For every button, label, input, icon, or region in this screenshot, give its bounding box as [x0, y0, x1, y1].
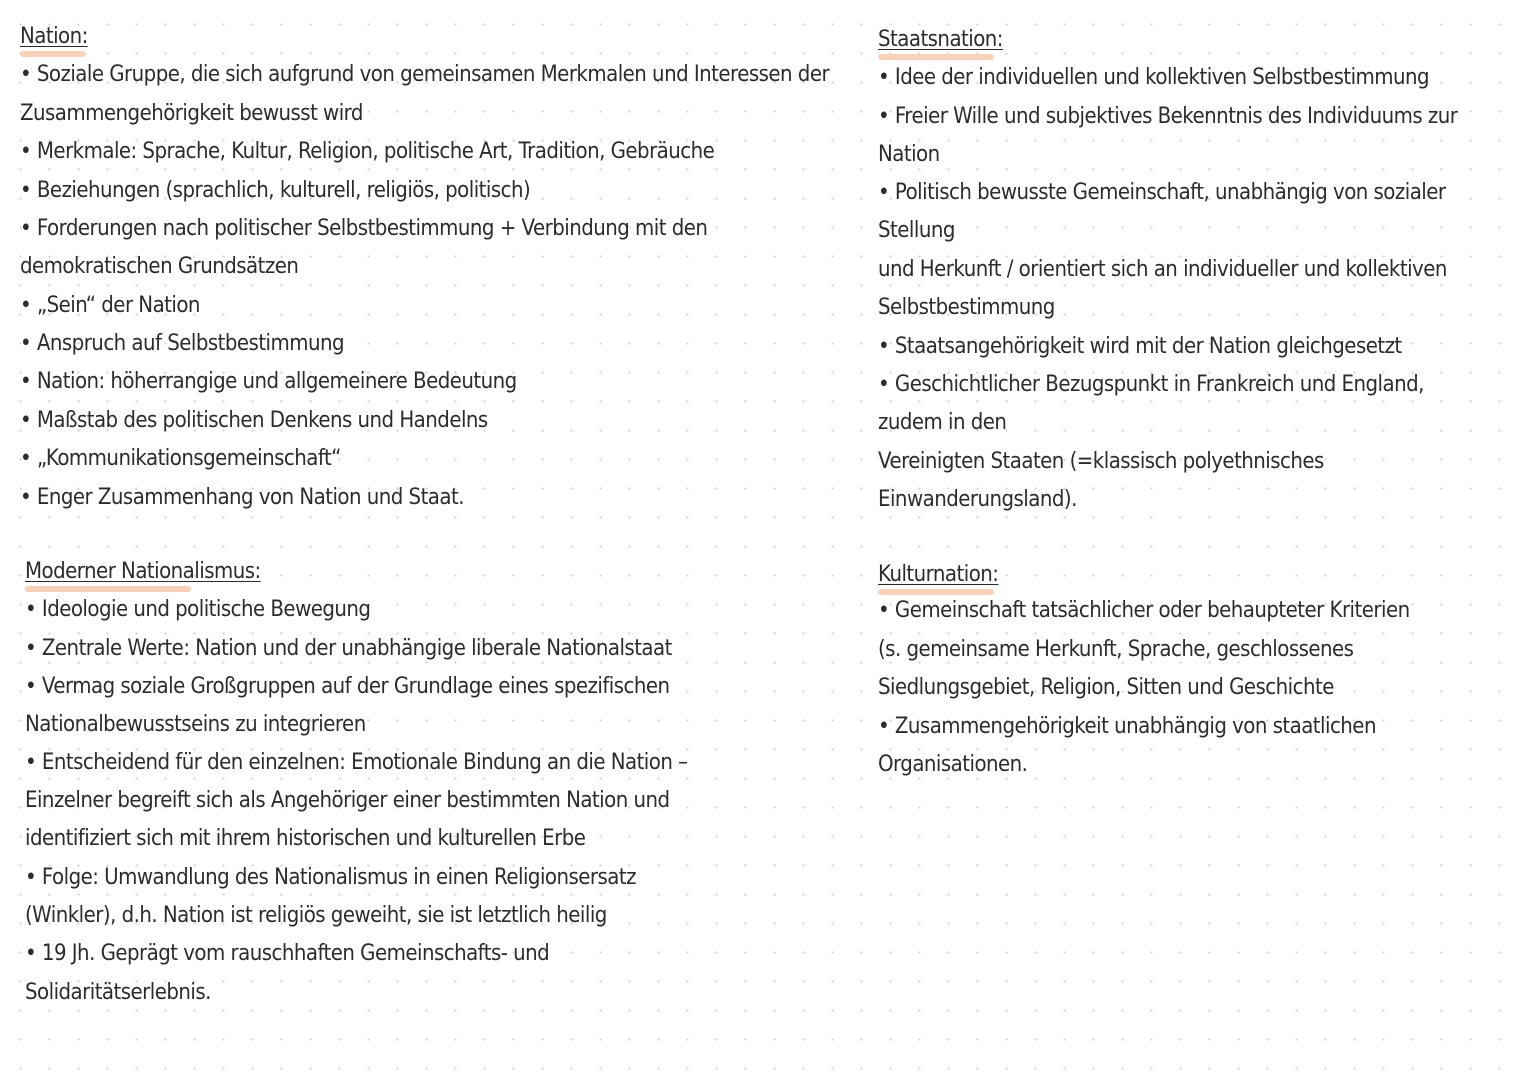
note-line: • Idee der individuellen und kollektiven Selbstbestimmung [878, 65, 1430, 90]
note-line: • Beziehungen (sprachlich, kulturell, religiös, politisch) [20, 178, 531, 203]
note-line: • Zentrale Werte: Nation und der unabhängige liberale Nationalstaat [25, 636, 672, 661]
note-line: Einzelner begreift sich als Angehöriger einer bestimmten Nation und [25, 788, 670, 813]
note-line: zudem in den [878, 410, 1007, 435]
note-line: Selbstbestimmung [878, 295, 1055, 320]
note-line: • Entscheidend für den einzelnen: Emotionale Bindung an die Nation – [25, 750, 688, 775]
note-line: demokratischen Grundsätzen [20, 254, 299, 279]
note-line: • Vermag soziale Großgruppen auf der Grundlage eines spezifischen [25, 674, 670, 699]
note-line: • Anspruch auf Selbstbestimmung [20, 331, 345, 356]
note-line: • Ideologie und politische Bewegung [25, 597, 371, 622]
note-line: Organisationen. [878, 752, 1028, 777]
note-line: • Freier Wille und subjektives Bekenntnis des Individuums zur [878, 104, 1458, 129]
note-line: • Merkmale: Sprache, Kultur, Religion, politische Art, Tradition, Gebräuche [20, 139, 715, 164]
note-line: Siedlungsgebiet, Religion, Sitten und Geschichte [878, 675, 1334, 700]
note-line: • Maßstab des politischen Denkens und Handelns [20, 408, 488, 433]
note-line: identifiziert sich mit ihrem historischen und kulturellen Erbe [25, 826, 586, 851]
note-line: Einwanderungsland). [878, 487, 1077, 512]
note-line: Vereinigten Staaten (=klassisch polyethnisches [878, 449, 1324, 474]
note-line: Zusammengehörigkeit bewusst wird [20, 101, 363, 126]
note-line: • Zusammengehörigkeit unabhängig von staatlichen [878, 714, 1376, 739]
note-line: • Staatsangehörigkeit wird mit der Nation gleichgesetzt [878, 334, 1402, 359]
note-line: • Enger Zusammenhang von Nation und Staat. [20, 485, 464, 510]
note-line: • Folge: Umwandlung des Nationalismus in einen Religionsersatz [25, 865, 636, 890]
note-line: und Herkunft / orientiert sich an individueller und kollektiven [878, 257, 1447, 282]
heading-moderner-nationalismus: Moderner Nationalismus: [25, 559, 261, 584]
note-line: • 19 Jh. Geprägt vom rauschhaften Gemeinschafts- und [25, 941, 550, 966]
note-line: • Gemeinschaft tatsächlicher oder behaupteter Kriterien [878, 598, 1410, 623]
note-line: (Winkler), d.h. Nation ist religiös geweiht, sie ist letztlich heilig [25, 903, 607, 928]
heading-staatsnation: Staatsnation: [878, 27, 1003, 52]
note-line: • Nation: höherrangige und allgemeinere Bedeutung [20, 369, 517, 394]
note-line: Stellung [878, 218, 955, 243]
heading-nation: Nation: [20, 24, 88, 49]
note-line: (s. gemeinsame Herkunft, Sprache, geschlossenes [878, 637, 1354, 662]
note-line: • „Sein“ der Nation [20, 293, 200, 318]
note-line: Solidaritätserlebnis. [25, 980, 211, 1005]
note-line: Nation [878, 142, 940, 167]
note-line: • Soziale Gruppe, die sich aufgrund von gemeinsamen Merkmalen und Interessen der [20, 62, 830, 87]
note-line: • Politisch bewusste Gemeinschaft, unabhängig von sozialer [878, 180, 1446, 205]
note-line: Nationalbewusstseins zu integrieren [25, 712, 366, 737]
note-line: • Forderungen nach politischer Selbstbestimmung + Verbindung mit den [20, 216, 708, 241]
note-line: • Geschichtlicher Bezugspunkt in Frankreich und England, [878, 372, 1424, 397]
note-line: • „Kommunikationsgemeinschaft“ [20, 446, 341, 471]
heading-kulturnation: Kulturnation: [878, 562, 999, 587]
